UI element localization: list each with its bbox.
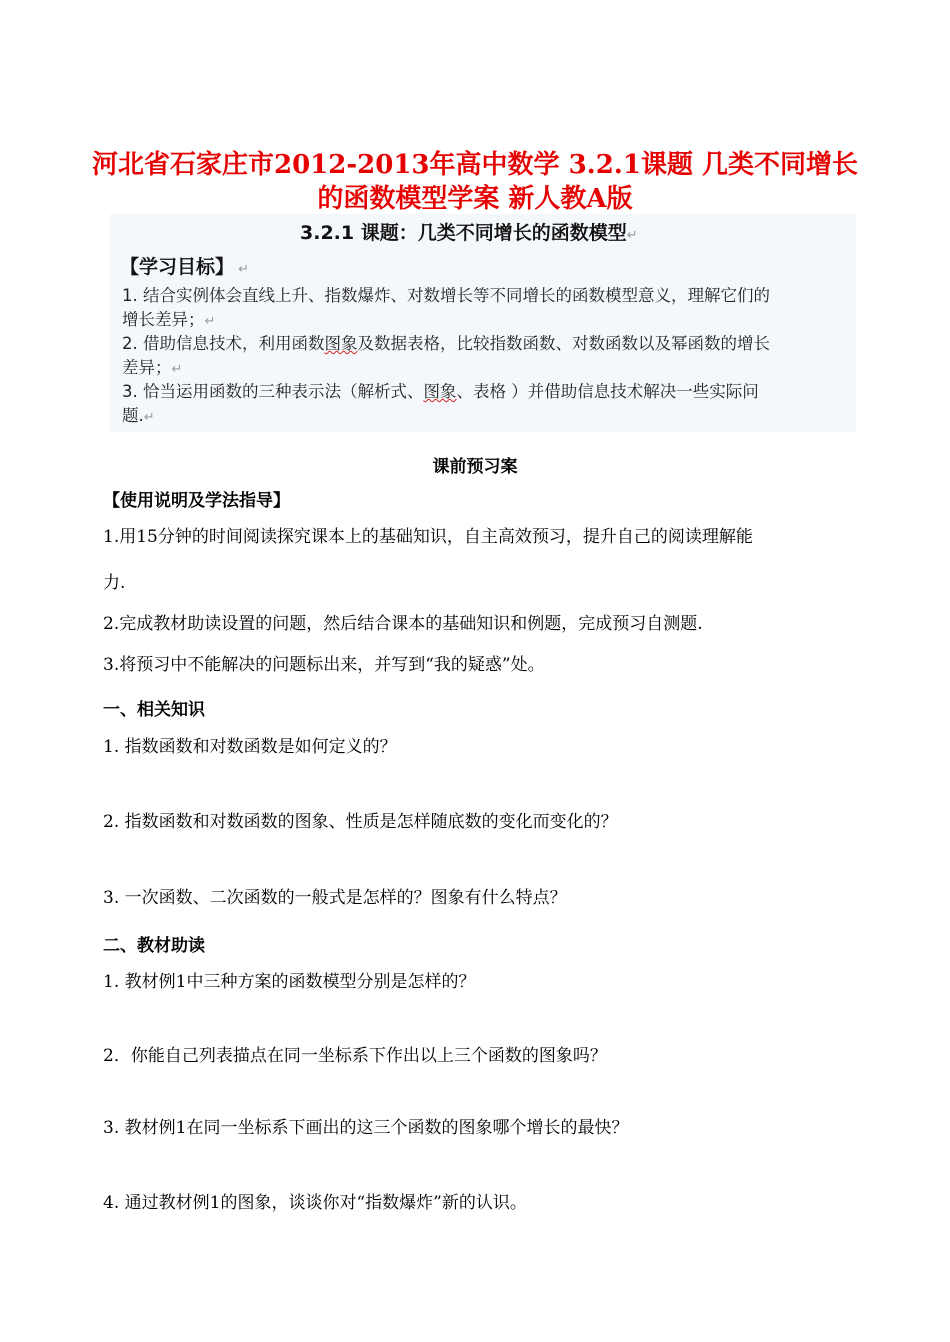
instruction-2: 2.完成教材助读设置的问题，然后结合课本的基础知识和例题，完成预习自测题. — [103, 614, 703, 634]
instruction-1: 1.用15分钟的时间阅读探究课本上的基础知识，自主高效预习，提升自己的阅读理解能 — [103, 527, 753, 547]
section1-heading: 一、相关知识 — [103, 700, 205, 720]
section-title-preview: 课前预习案 — [432, 457, 518, 477]
objective-3: 3. 恰当运用函数的三种表示法（解析式、图象、表格 ）并借助信息技术解决一些实际问 题.↵ — [122, 382, 759, 425]
learning-objectives-image — [110, 214, 856, 432]
section1-item-1: 1. 指数函数和对数函数是如何定义的？ — [103, 737, 397, 757]
section2-item-4: 4. 通过教材例1的图象，谈谈你对“指数爆炸”新的认识。 — [103, 1193, 527, 1213]
instruction-3: 3.将预习中不能解决的问题标出来，并写到“我的疑惑”处。 — [103, 655, 545, 675]
section1-item-2: 2. 指数函数和对数函数的图象、性质是怎样随底数的变化而变化的？ — [103, 812, 618, 832]
objective-1: 1. 结合实例体会直线上升、指数爆炸、对数增长等不同增长的函数模型意义，理解它们的 增长差异；↵ — [122, 286, 770, 329]
section2-item-1: 1. 教材例1中三种方案的函数模型分别是怎样的？ — [103, 972, 476, 992]
instruction-1-cont: 力. — [103, 573, 126, 593]
document-title-line-1: 河北省石家庄市2012-2013年高中数学 3.2.1课题 几类不同增长 — [92, 150, 858, 180]
image-lesson-title: 3.2.1 课题：几类不同增长的函数模型↵ — [300, 222, 638, 244]
instructions-heading: 【使用说明及学法指导】 — [103, 491, 290, 511]
section2-heading: 二、教材助读 — [103, 936, 205, 956]
document-title-line-2: 的函数模型学案 新人教A版 — [317, 184, 633, 214]
section2-item-3: 3. 教材例1在同一坐标系下画出的这三个函数的图象哪个增长的最快？ — [103, 1118, 629, 1138]
section2-item-2: 2．你能自己列表描点在同一坐标系下作出以上三个函数的图象吗？ — [103, 1046, 607, 1066]
image-objectives-heading: 【学习目标】 ↵ — [120, 256, 250, 278]
objective-2: 2. 借助信息技术，利用函数图象及数据表格，比较指数函数、对数函数以及幂函数的增长 差异；↵ — [122, 334, 770, 377]
section1-item-3: 3. 一次函数、二次函数的一般式是怎样的？图象有什么特点？ — [103, 888, 567, 908]
